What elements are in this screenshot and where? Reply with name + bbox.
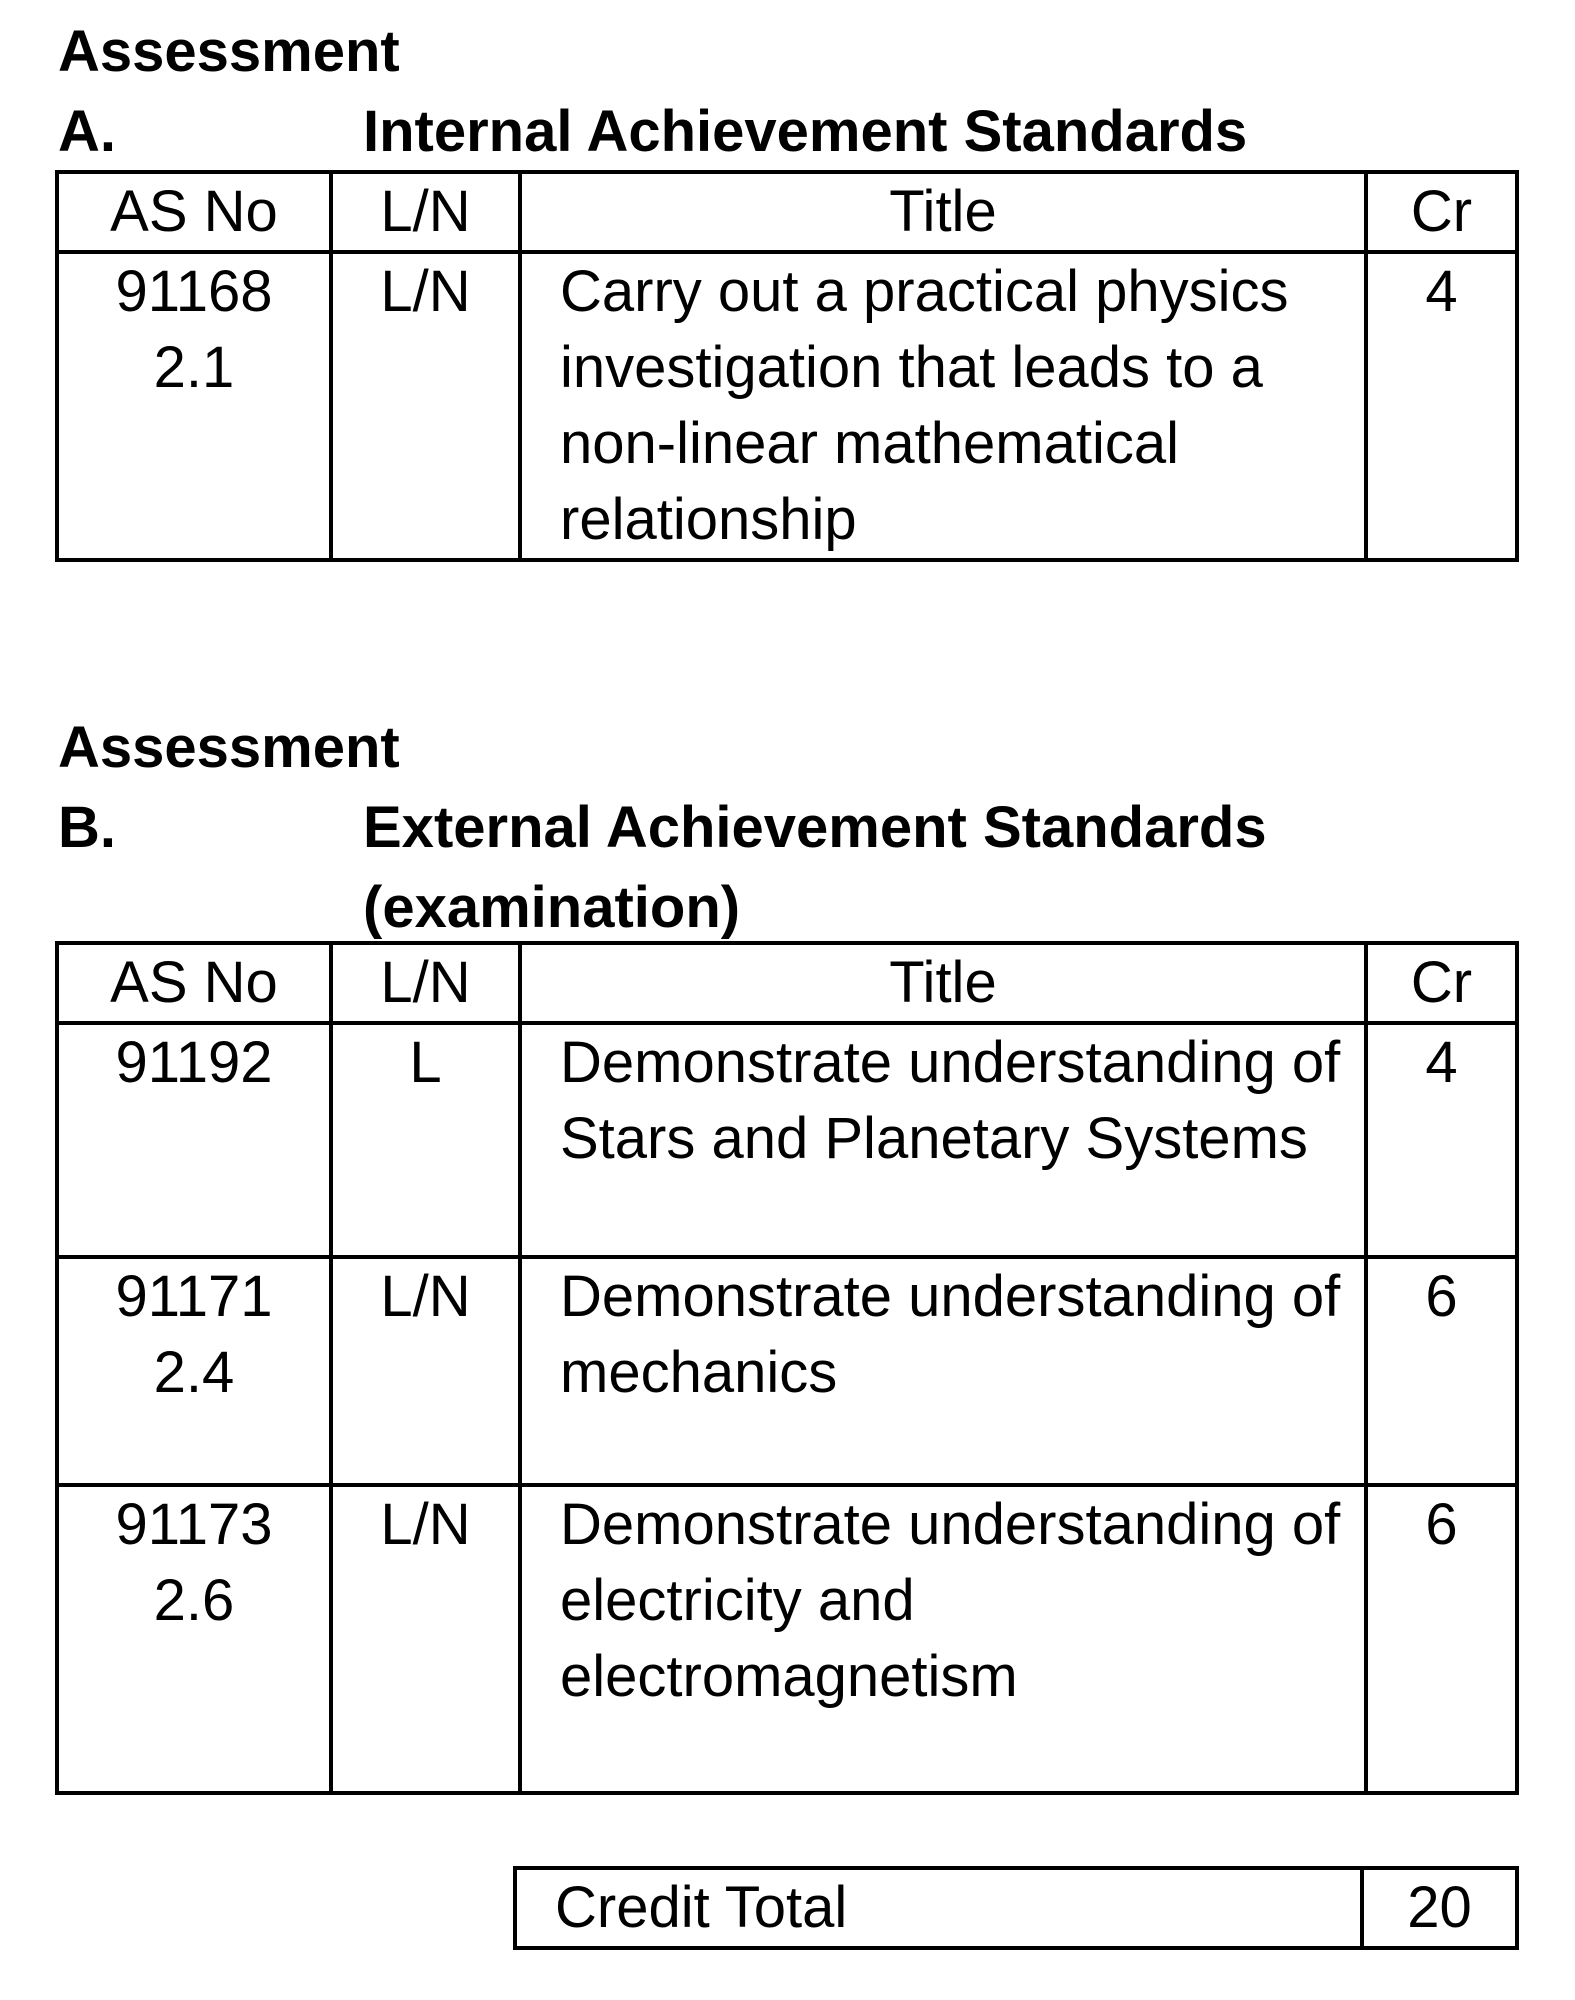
section-a-heading-word: Assessment bbox=[58, 19, 400, 84]
ln-cell: L/N bbox=[331, 252, 520, 560]
as-number: 91171 bbox=[115, 1264, 273, 1329]
as-number-cell bbox=[57, 1023, 331, 1257]
ln-cell: L/N bbox=[331, 1485, 520, 1793]
column-header-cr: Cr bbox=[1366, 943, 1517, 1023]
section-b-subtitle-line2: (examination) bbox=[363, 875, 741, 940]
table-header-row bbox=[57, 172, 1517, 252]
title-cell: Demonstrate understanding of Stars and Planetary Systems bbox=[520, 1023, 1366, 1257]
as-number-cell bbox=[57, 252, 331, 560]
column-header-cr: Cr bbox=[1366, 172, 1517, 252]
column-header-ln: L/N bbox=[331, 943, 520, 1023]
section-b-heading-word: Assessment bbox=[58, 715, 400, 780]
external-standards-table bbox=[55, 941, 1519, 1795]
column-header-as-no: AS No bbox=[57, 172, 331, 252]
internal-standards-table bbox=[55, 170, 1519, 562]
as-number: 91168 bbox=[115, 259, 273, 324]
section-b-subtitle: External Achievement Standards bbox=[363, 795, 1267, 860]
ln-cell: L bbox=[331, 1023, 520, 1257]
column-header-ln: L/N bbox=[331, 172, 520, 252]
column-header-title: Title bbox=[520, 943, 1366, 1023]
credit-total-table bbox=[513, 1866, 1519, 1950]
section-b-heading bbox=[58, 708, 1267, 948]
as-number: 91173 bbox=[115, 1492, 273, 1557]
section-b-letter: B. bbox=[58, 795, 116, 860]
credit-cell: 4 bbox=[1366, 252, 1517, 560]
section-a-heading bbox=[58, 12, 1248, 172]
title-cell: Carry out a practical physics investigation that leads to a non-linear mathematical relationship bbox=[520, 252, 1366, 560]
credit-cell: 6 bbox=[1366, 1485, 1517, 1793]
as-number: 91192 bbox=[115, 1030, 273, 1095]
column-header-title: Title bbox=[520, 172, 1366, 252]
credit-total-value: 20 bbox=[1362, 1868, 1517, 1948]
table-header-row bbox=[57, 943, 1517, 1023]
as-number-cell bbox=[57, 1485, 331, 1793]
title-cell: Demonstrate understanding of mechanics bbox=[520, 1257, 1366, 1485]
credit-total-label: Credit Total bbox=[515, 1868, 1362, 1948]
table-row bbox=[57, 252, 1517, 560]
ln-cell: L/N bbox=[331, 1257, 520, 1485]
table-row bbox=[57, 1257, 1517, 1485]
section-a-subtitle: Internal Achievement Standards bbox=[363, 99, 1248, 164]
as-sub-number: 2.1 bbox=[153, 335, 235, 400]
credit-total-row bbox=[515, 1868, 1517, 1948]
section-a-letter: A. bbox=[58, 99, 116, 164]
table-row bbox=[57, 1023, 1517, 1257]
as-sub-number: 2.4 bbox=[153, 1340, 235, 1405]
title-cell: Demonstrate understanding of electricity and electromagnetism bbox=[520, 1485, 1366, 1793]
credit-cell: 6 bbox=[1366, 1257, 1517, 1485]
as-sub-number: 2.6 bbox=[153, 1568, 235, 1633]
table-row bbox=[57, 1485, 1517, 1793]
as-number-cell bbox=[57, 1257, 331, 1485]
credit-cell: 4 bbox=[1366, 1023, 1517, 1257]
column-header-as-no: AS No bbox=[57, 943, 331, 1023]
